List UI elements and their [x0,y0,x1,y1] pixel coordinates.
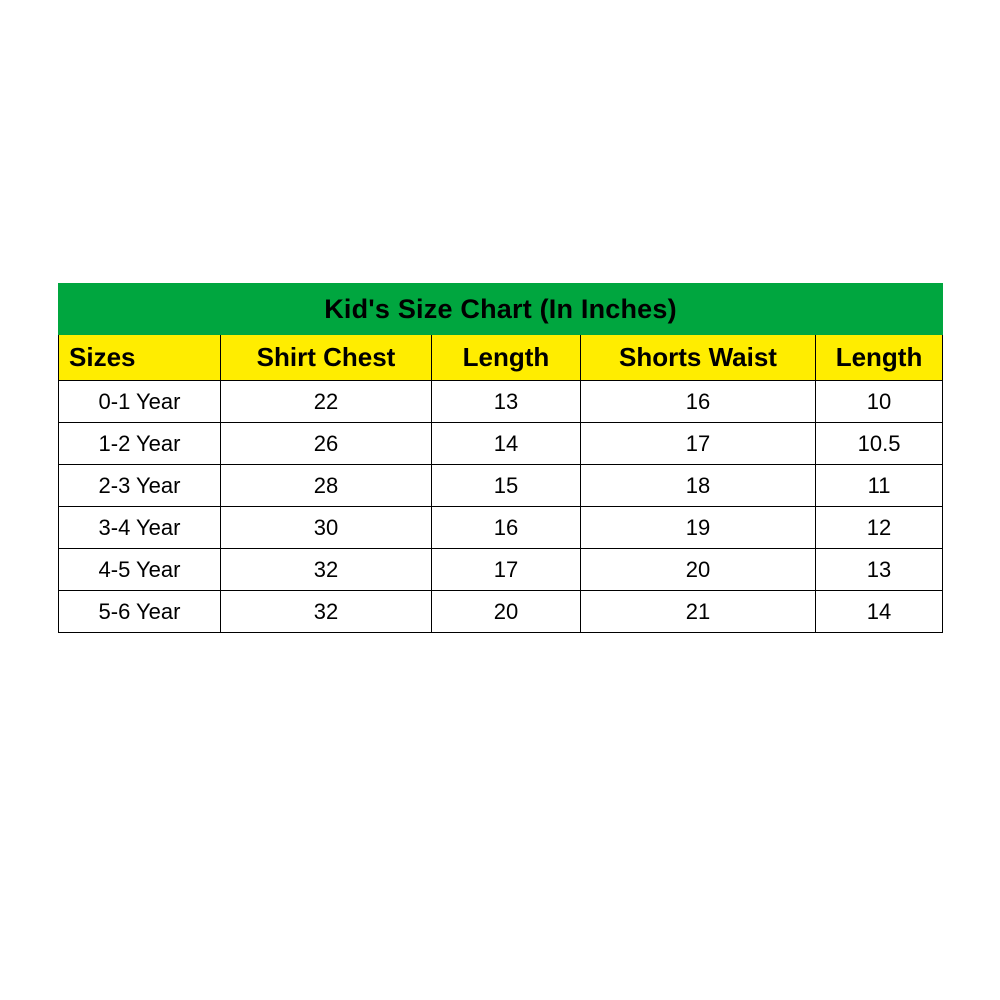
cell-size: 0-1 Year [59,381,221,423]
cell-shorts-length: 11 [816,465,943,507]
cell-shirt-chest: 28 [221,465,432,507]
cell-shirt-chest: 32 [221,549,432,591]
cell-shorts-length: 14 [816,591,943,633]
cell-shorts-waist: 16 [581,381,816,423]
cell-shirt-chest: 26 [221,423,432,465]
cell-size: 4-5 Year [59,549,221,591]
size-chart-container [58,283,942,633]
cell-shirt-chest: 32 [221,591,432,633]
cell-shorts-waist: 19 [581,507,816,549]
table-row [59,465,943,507]
table-header-row [59,335,943,381]
page-title: Kid's Size Chart (In Inches) [59,284,943,335]
table-row [59,423,943,465]
column-header-sizes: Sizes [59,335,221,381]
cell-shirt-length: 13 [432,381,581,423]
table-row [59,507,943,549]
table-row [59,591,943,633]
table-title-row [59,284,943,335]
table-row [59,549,943,591]
cell-shirt-length: 17 [432,549,581,591]
cell-shorts-length: 13 [816,549,943,591]
cell-shorts-length: 10 [816,381,943,423]
cell-size: 5-6 Year [59,591,221,633]
column-header-shirt-length: Length [432,335,581,381]
kids-size-chart-table [58,283,943,633]
cell-shirt-length: 14 [432,423,581,465]
cell-shorts-waist: 21 [581,591,816,633]
column-header-shorts-waist: Shorts Waist [581,335,816,381]
column-header-shorts-length: Length [816,335,943,381]
table-row [59,381,943,423]
cell-shirt-length: 15 [432,465,581,507]
cell-shirt-chest: 30 [221,507,432,549]
cell-shorts-length: 12 [816,507,943,549]
cell-shirt-length: 16 [432,507,581,549]
cell-shirt-chest: 22 [221,381,432,423]
cell-shorts-waist: 18 [581,465,816,507]
cell-shorts-waist: 17 [581,423,816,465]
cell-size: 3-4 Year [59,507,221,549]
column-header-shirt-chest: Shirt Chest [221,335,432,381]
cell-size: 2-3 Year [59,465,221,507]
cell-shorts-length: 10.5 [816,423,943,465]
cell-shirt-length: 20 [432,591,581,633]
cell-size: 1-2 Year [59,423,221,465]
cell-shorts-waist: 20 [581,549,816,591]
